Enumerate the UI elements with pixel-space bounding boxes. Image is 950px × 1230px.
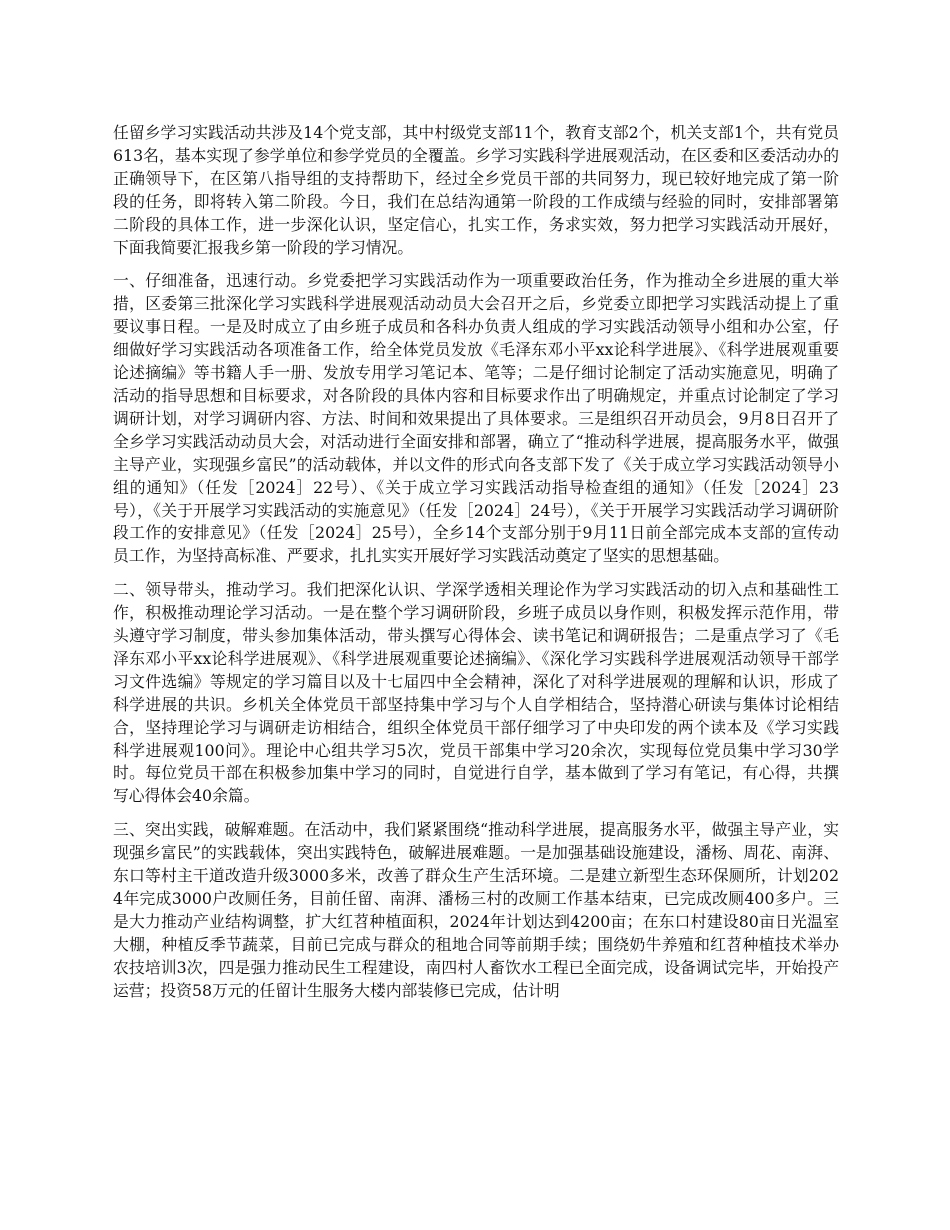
section-three-paragraph: 三、突出实践，破解难题。在活动中，我们紧紧围绕“推动科学进展，提高服务水平，做强主导产业，实现强乡富民”的实践载体，突出实践特色，破解进展难题。一是加强基础设施建设，潘杨、周花、南湃、东口等村主干道改造升级3000多米，改善了群众生产生活环境。二是建立新型生态环保厕所，计划2024年完成3000户改厕任务，目前任留、南湃、潘杨三村的改厕工作基本结束，已完成改厕400多户。三是大力推动产业结构调整，扩大红苕种植面积，2024年计划达到4200亩；在东口村建设80亩日光温室大棚，种植反季节蔬菜，目前已完成与群众的租地合同等前期手续；围绕奶牛养殖和红苕种植技术举办农技培训3次，四是强力推动民生工程建设，南四村人畜饮水工程已全面完成，设备调试完毕，开始投产运营；投资58万元的任留计生服务大楼内部装修已完成，估计明 (113, 820, 839, 1000)
section-two-paragraph: 二、领导带头，推动学习。我们把深化认识、学深学透相关理论作为学习实践活动的切入点和基础性工作，积极推动理论学习活动。一是在整个学习调研阶段，乡班子成员以身作则，积极发挥示范作用，带头遵守学习制度，带头参加集体活动，带头撰写心得体会、读书笔记和调研报告；二是重点学习了《毛泽东邓小平xx论科学进展观》、《科学进展观重要论述摘编》、《深化学习实践科学进展观活动领导干部学习文件选编》等规定的学习篇目以及十七届四中全会精神，深化了对科学进展观的理解和认识，形成了科学进展的共识。乡机关全体党员干部坚持集中学习与个人自学相结合，坚持潜心研读与集体讨论相结合，坚持理论学习与调研走访相结合，组织全体党员干部仔细学习了中央印发的两个读本及《学习实践科学进展观100问》。理论中心组共学习5次，党员干部集中学习20余次，实现每位党员集中学习30学时。每位党员干部在积极参加集中学习的同时，自觉进行自学，基本做到了学习有笔记，有心得，共撰写心得体会40余篇。 (113, 580, 839, 806)
section-one-paragraph: 一、仔细准备，迅速行动。乡党委把学习实践活动作为一项重要政治任务，作为推动全乡进展的重大举措，区委第三批深化学习实践科学进展观活动动员大会召开之后，乡党委立即把学习实践活动提上了重要议事日程。一是及时成立了由乡班子成员和各科办负责人组成的学习实践活动领导小组和办公室，仔细做好学习实践活动各项准备工作，给全体党员发放《毛泽东邓小平xx论科学进展》、《科学进展观重要论述摘编》等书籍人手一册、发放专用学习笔记本、笔等；二是仔细讨论制定了活动实施意见，明确了活动的指导思想和目标要求，对各阶段的具体内容和目标要求作出了明确规定，并重点讨论制定了学习调研计划，对学习调研内容、方法、时间和效果提出了具体要求。三是组织召开动员会，9月8日召开了全乡学习实践活动动员大会，对活动进行全面安排和部署，确立了“推动科学进展，提高服务水平，做强主导产业，实现强乡富民”的活动载体，并以文件的形式向各支部下发了《关于成立学习实践活动领导小组的通知》（任发［2024］22号）、《关于成立学习实践活动指导检查组的通知》（任发［2024］23号），《关于开展学习实践活动的实施意见》（任发［2024］24号），《关于开展学习实践活动学习调研阶段工作的安排意见》（任发［2024］25号），全乡14个支部分别于9月11日前全部完成本支部的宣传动员工作，为坚持高标准、严要求，扎扎实实开展好学习实践活动奠定了坚实的思想基础。 (113, 271, 839, 566)
intro-paragraph: 任留乡学习实践活动共涉及14个党支部，其中村级党支部11个，教育支部2个，机关支部1个，共有党员613名，基本实现了参学单位和参学党员的全覆盖。乡学习实践科学进展观活动，在区委和区委活动办的正确领导下，在区第八指导组的支持帮助下，经过全乡党员干部的共同努力，现已较好地完成了第一阶段的任务，即将转入第二阶段。今日，我们在总结沟通第一阶段的工作成绩与经验的同时，安排部署第二阶段的具体工作，进一步深化认识，坚定信心，扎实工作，务求实效，努力把学习实践活动开展好，下面我简要汇报我乡第一阶段的学习情况。 (113, 123, 839, 257)
document-body (113, 122, 839, 1014)
